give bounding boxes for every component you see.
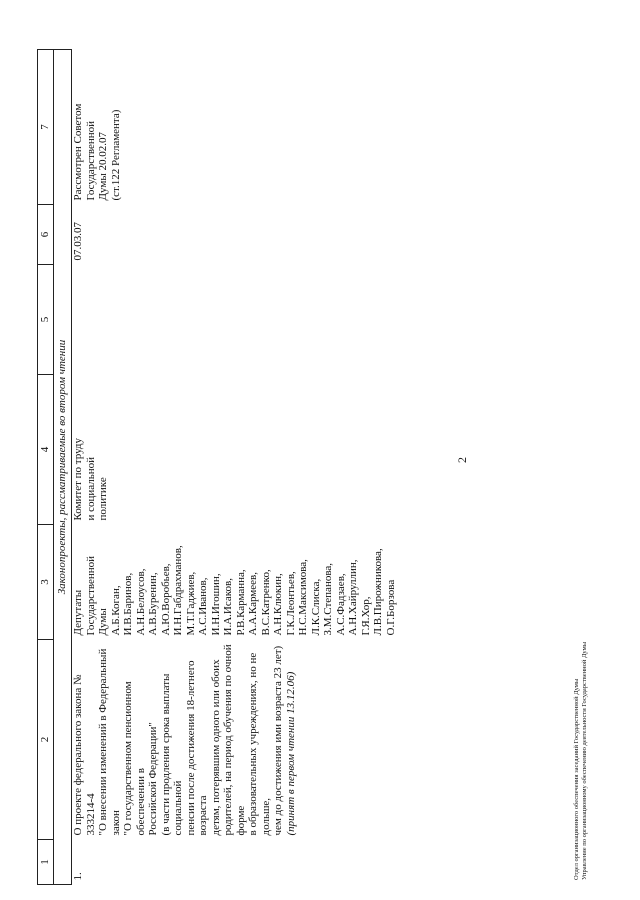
status-line: Государственной	[84, 120, 97, 201]
description-line: Российской Федерации"	[147, 722, 159, 836]
committee-line: политике	[97, 477, 109, 521]
col-header-6: 6	[38, 205, 54, 265]
author-name: В.С.Катренко,	[259, 569, 272, 636]
description-line: в образовательных учреждениях, но не дольше,	[247, 652, 272, 836]
rotated-page	[25, 30, 605, 890]
page-number: 2	[455, 457, 469, 463]
status-lines	[72, 54, 122, 201]
author-name: О.Г.Борзова	[384, 579, 397, 636]
entry-date: 07.03.07	[72, 222, 84, 261]
author-name: И.Н.Габдрахманов,	[172, 545, 184, 636]
author-name: А.В.Буренин,	[147, 572, 159, 636]
col-header-5: 5	[38, 265, 54, 375]
section-title: Законопроекты, рассматриваемые во втором чтении	[54, 50, 72, 885]
author-name: Думы	[97, 608, 109, 636]
author-name: А.Б.Коган,	[109, 585, 122, 636]
description-line: "О государственном пенсионном обеспечении в	[122, 681, 147, 836]
section-row	[54, 50, 72, 885]
table-row	[72, 50, 398, 885]
footer-line: Отдел организационного обеспечения заседаний Государственной Думы	[573, 678, 580, 880]
description-lines	[72, 644, 285, 836]
author-name: Государственной	[84, 555, 97, 636]
status-line: Думы 20.02.07	[97, 132, 109, 201]
committee-lines	[72, 379, 110, 521]
author-lines	[72, 529, 397, 636]
committee-line: Комитет по труду	[72, 437, 84, 521]
col-header-4: 4	[38, 375, 54, 525]
entry-col5	[72, 265, 398, 375]
description-line: О проекте федерального закона № 333214-4	[72, 674, 97, 836]
author-name: Л.К.Слиска,	[309, 578, 322, 636]
author-name: И.В.Баринов,	[122, 572, 134, 636]
status-line: Рассмотрен Советом	[72, 103, 84, 201]
author-name: Л.В.Пирожникова,	[372, 548, 384, 636]
author-name: А.Ю.Воробьев,	[159, 563, 172, 636]
description-line: пенсии после достижения 18-летнего возраста	[184, 660, 209, 836]
entry-status	[72, 50, 398, 205]
description-line: детям, потерявшим одного или обоих	[209, 659, 222, 836]
author-name: И.Н.Игошин,	[209, 573, 222, 636]
description-line: "О внесении изменений в Федеральный закон	[97, 648, 122, 836]
author-name: А.Н.Клюкин,	[272, 573, 284, 636]
author-name: З.М.Степанова,	[322, 562, 334, 636]
author-name: А.С.Иванов,	[197, 577, 209, 636]
author-name: Р.В.Карманна,	[234, 569, 247, 636]
author-name: М.Т.Гаджиев,	[184, 571, 197, 636]
footer-line: Управление по организационному обеспечению деятельности Государственной Думы	[581, 641, 588, 880]
author-name: Депутаты	[72, 589, 84, 636]
col-header-1: 1	[38, 840, 54, 885]
committee-line: и социальной	[84, 456, 97, 521]
entry-authors	[72, 525, 398, 640]
author-name: А.С.Фадзаев,	[334, 573, 347, 636]
agenda-table	[37, 49, 397, 885]
status-line: (ст.122 Регламента)	[109, 109, 122, 201]
author-name: Н.С.Максимова,	[297, 559, 309, 636]
description-line: родителей, на период обучения по очной форме	[222, 644, 247, 836]
column-number-row	[38, 50, 54, 885]
col-header-7: 7	[38, 50, 54, 205]
author-name: А.А.Кармеев,	[247, 572, 259, 636]
description-line: чем до достижения ими возраста 23 лет)	[272, 645, 284, 836]
description-line: (в части продления срока выплаты социальной	[159, 673, 184, 836]
author-name: И.А.Исаков,	[222, 578, 234, 636]
entry-description	[72, 640, 398, 840]
entry-committee	[72, 375, 398, 525]
author-name: А.Н.Хайруллин,	[347, 559, 359, 636]
footer	[573, 642, 589, 880]
author-name: Г.К.Леонтьев,	[284, 571, 297, 636]
entry-number: 1.	[72, 872, 84, 881]
col-header-3: 3	[38, 525, 54, 640]
col-header-2: 2	[38, 640, 54, 840]
author-name: А.Н.Белоусов,	[134, 568, 147, 636]
author-name: Г.Я.Хор,	[359, 596, 372, 636]
description-note: (принят в первом чтении 13.12.06)	[284, 671, 297, 836]
